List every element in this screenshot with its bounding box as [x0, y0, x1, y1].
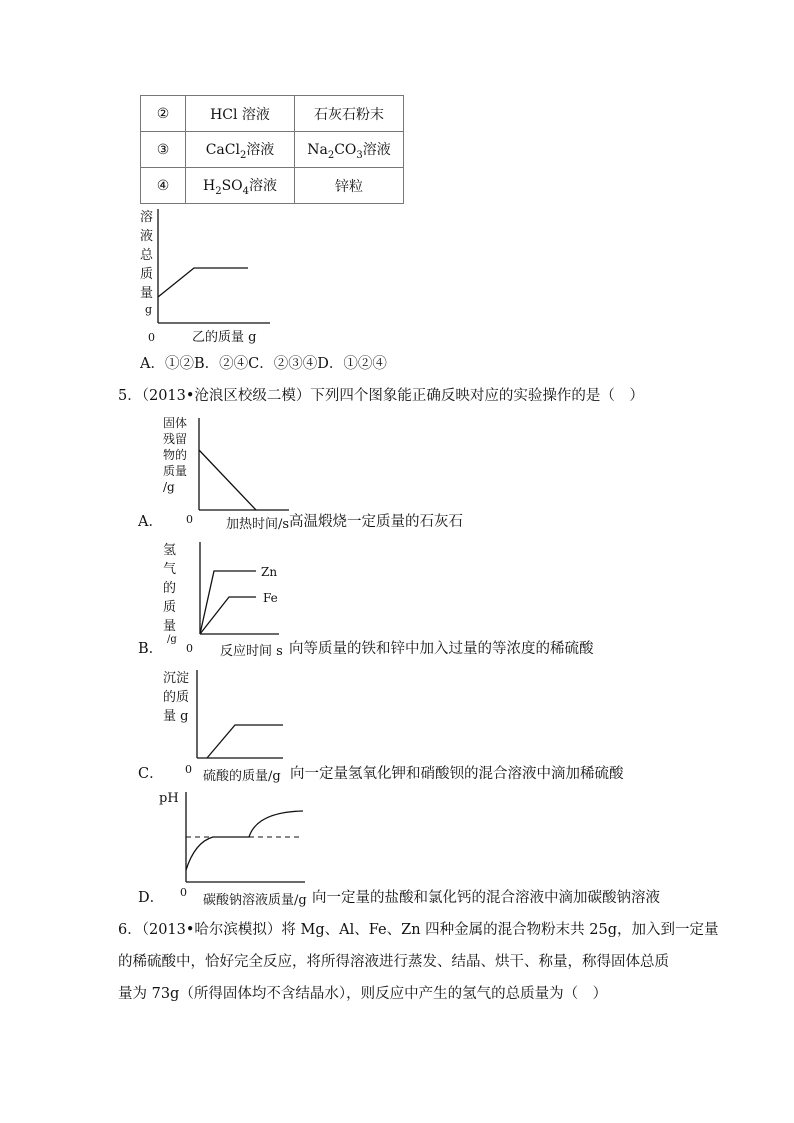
x-label: 乙的质量 g — [192, 330, 257, 345]
precipitate-curve — [207, 725, 283, 758]
q6-line: 量为 73g（所得固体均不含结晶水），则反应中产生的氢气的总质量为（ ） — [118, 986, 608, 1002]
row-number: ② — [141, 96, 186, 132]
q6-stem — [118, 914, 719, 1010]
reagent-a: HCl 溶液 — [186, 96, 295, 132]
y-label-line: 质量 — [163, 464, 188, 478]
reagent-b: 石灰石粉末 — [295, 96, 404, 132]
y-label-line: 的质 — [163, 690, 190, 705]
option-letter-a: A． — [138, 514, 163, 530]
series-label-fe: Fe — [263, 591, 278, 605]
row-number: ④ — [141, 168, 186, 204]
y-label-char: 量 — [140, 286, 154, 301]
graph-d — [155, 786, 315, 904]
q5-stem: 5．（2013•沧浪区校级二模）下列四个图象能正确反映对应的实验操作的是（ ） — [118, 388, 644, 404]
mass-curve — [158, 268, 248, 297]
option-desc-a: 高温煅烧一定质量的石灰石 — [289, 514, 463, 530]
y-label-char: 溶 — [140, 210, 154, 225]
y-label-char: 总 — [140, 248, 154, 263]
table-row — [141, 132, 404, 168]
x-label-b: 反应时间 s — [220, 644, 283, 659]
option-letter-c: C． — [138, 766, 164, 782]
y-label-line: 物的 — [163, 448, 188, 462]
y-label-line: 沉淀 — [163, 671, 190, 686]
x-label-a: 加热时间/s — [226, 517, 290, 532]
option-desc-d: 向一定量的盐酸和氯化钙的混合溶液中滴加碳酸钠溶液 — [312, 890, 660, 906]
reagent-a: $H_2SO_4$溶液 — [186, 168, 295, 204]
y-label-char: 液 — [140, 229, 154, 244]
reagent-b: 锌粒 — [295, 168, 404, 204]
y-label-line: 残留 — [163, 432, 188, 446]
y-label-line: /g — [163, 480, 175, 494]
y-label: pH — [159, 791, 179, 806]
q6-line: 6．（2013•哈尔滨模拟）将 Mg、Al、Fe、Zn 四种金属的混合物粉末共 25g，加入到一定量 — [118, 922, 719, 938]
y-label-char: 气 — [163, 562, 177, 577]
y-label-char: 质 — [163, 600, 177, 615]
option-desc-c: 向一定量氢氧化钾和硝酸钡的混合溶液中滴加稀硫酸 — [290, 766, 624, 782]
y-label-char: 的 — [163, 581, 177, 596]
graph-c — [155, 666, 295, 781]
y-label-char: 氢 — [163, 543, 177, 558]
x-label-c: 硫酸的质量/g — [203, 769, 281, 784]
y-label-line: 量 g — [163, 709, 189, 724]
reagent-b: $Na_2CO_3$溶液 — [295, 132, 404, 168]
y-unit: /g — [167, 634, 177, 645]
mass-curve — [199, 450, 256, 510]
y-label-line: 固体 — [163, 416, 188, 430]
row-number: ③ — [141, 132, 186, 168]
reagent-table — [140, 95, 404, 204]
y-label-char: 量 — [163, 619, 177, 634]
q6-line: 的稀硫酸中，恰好完全反应，将所得溶液进行蒸发、结晶、烘干、称量，称得固体总质 — [118, 954, 669, 970]
origin-label: 0 — [186, 642, 193, 655]
option-desc-b: 向等质量的铁和锌中加入过量的等浓度的稀硫酸 — [289, 641, 594, 657]
option-letter-b: B． — [138, 641, 164, 657]
y-unit: g — [145, 303, 153, 316]
fe-curve — [200, 597, 256, 634]
reagent-a: CaCl$_2$溶液 — [186, 132, 295, 168]
ph-curve — [186, 811, 303, 870]
table-row — [141, 168, 404, 204]
solution-mass-graph — [130, 205, 290, 345]
option-letter-d: D． — [138, 890, 165, 906]
series-label-zn: Zn — [261, 565, 278, 579]
origin-label: 0 — [180, 886, 187, 899]
table-row — [141, 96, 404, 132]
zn-curve — [200, 571, 256, 634]
x-label-d: 碳酸钠溶液质量/g — [203, 893, 307, 908]
q4-choices: A．①②B．②④C．②③④D．①②④ — [140, 356, 387, 372]
origin-label: 0 — [185, 763, 192, 776]
origin-label: 0 — [148, 331, 155, 344]
y-label-char: 质 — [140, 267, 154, 282]
origin-label: 0 — [186, 513, 193, 526]
